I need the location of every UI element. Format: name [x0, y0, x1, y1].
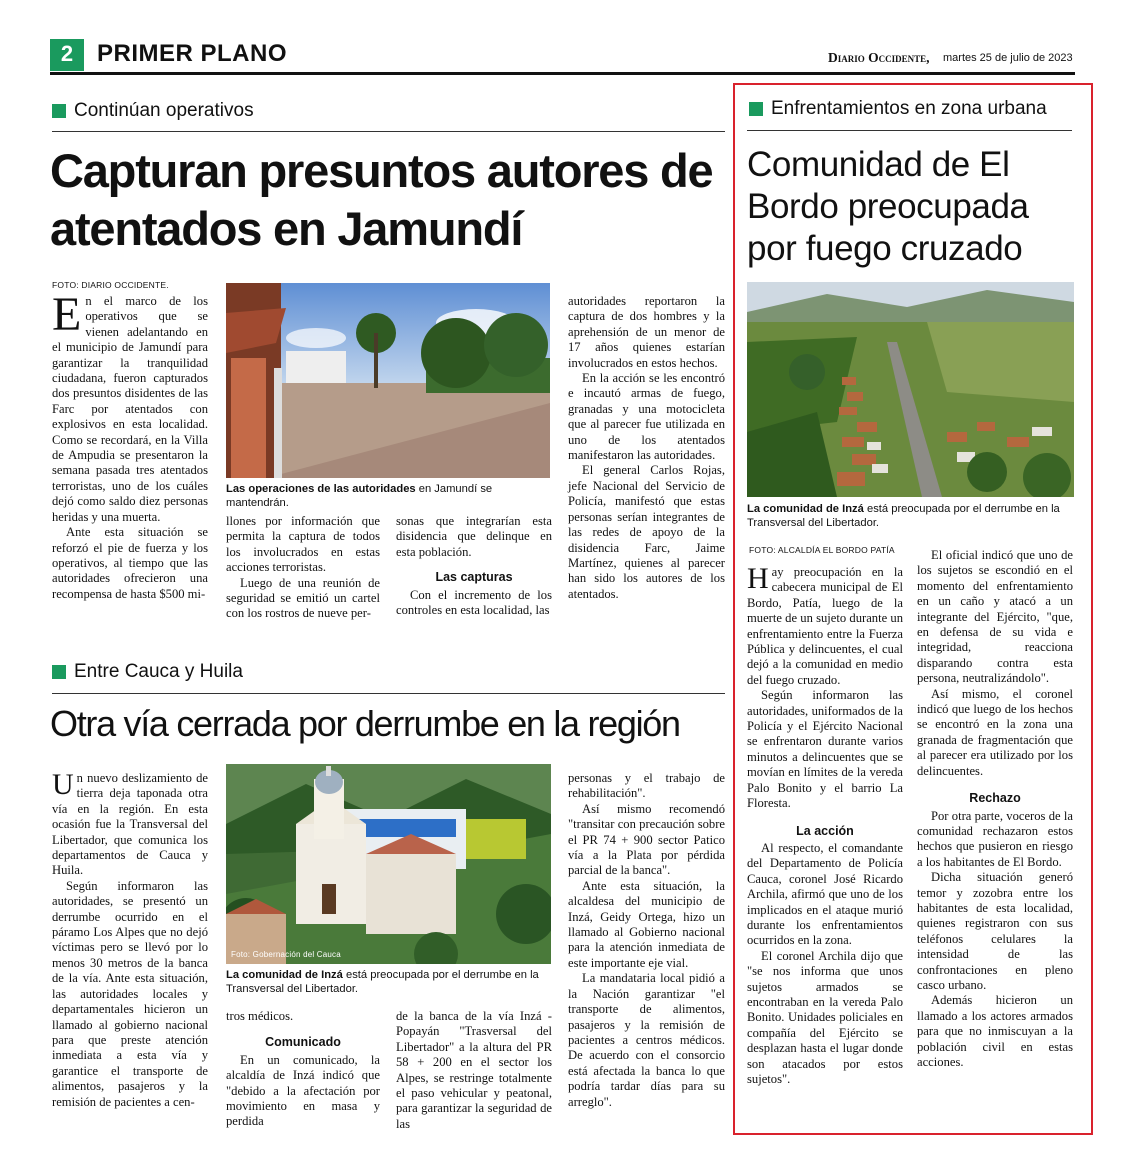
- caption-text: está preocupada por el derrumbe en la Transversal del Libertador.: [747, 503, 1060, 529]
- paragraph: Según informaron las autoridades, uniformados de la Policía y el Ejército Nacional se enfrentaron durante varios minutos a delincuentes que se movían en límites de la vereda Palo Bonito y el barrio La Floresta.: [747, 688, 903, 811]
- paragraph: autoridades reportaron la captura de dos hombres y la aprehensión de un menor de 17 años quienes estarían involucrados en estos hechos.: [568, 294, 725, 370]
- paragraph: tros médicos.: [226, 1009, 294, 1023]
- caption-text: está preocupada por el derrumbe en la Transversal del Libertador.: [226, 969, 539, 995]
- photo-caption: [226, 968, 556, 996]
- paragraph: Al respecto, el comandante del Departamento de Policía Cauca, coronel José Ricardo Archila, afirmó que uno de los implicados en el ataque murió durante los enfrentamientos ocurridos en la zona.: [747, 840, 903, 948]
- subheading: Comunicado: [265, 1035, 341, 1050]
- photo-credit: Foto: Gobernación del Cauca: [231, 950, 341, 959]
- paragraph: de la banca de la vía Inzá - Popayán "Trasversal del Libertador" a la altura del PR 58 + 200 en el sector los Alpes, se restringe totalmente el paso vehicular y peatonal, para garantizar la seguridad de las: [396, 1009, 552, 1131]
- paragraph: Por otra parte, voceros de la comunidad rechazaron estos hechos que pusieron en riesgo a los habitantes de El Bordo.: [917, 808, 1073, 869]
- paragraph: El general Carlos Rojas, jefe Nacional del Servicio de Policía, manifestó que estas personas serían integrantes de las redes de apoyo de la disidencia Farc, Jaime Martínez, quienes al parecer han sido los autores de los atentados.: [568, 463, 725, 601]
- kicker-label: Entre Cauca y Huila: [74, 661, 243, 682]
- inza-church-photo: [226, 764, 551, 964]
- kicker-square-icon: [52, 665, 66, 679]
- photo-credit: FOTO: DIARIO OCCIDENTE.: [52, 280, 169, 290]
- kicker-rule: [52, 693, 725, 694]
- kicker-rule: [747, 130, 1072, 131]
- story1-col1: [52, 288, 208, 602]
- paragraph: Luego de una reunión de seguridad se emitió un cartel con los rostros de nueve per-: [226, 575, 380, 621]
- paragraph: Con el incremento de los controles en esta localidad, las: [396, 587, 552, 618]
- caption-bold: La comunidad de Inzá: [747, 503, 864, 515]
- drop-cap: E: [52, 288, 82, 341]
- drop-cap: U: [52, 768, 74, 801]
- story3-headline: Comunidad de El Bordo preocupada por fuego cruzado: [747, 145, 1029, 268]
- story2-col2: [226, 1009, 380, 1130]
- el-bordo-aerial-photo: [747, 282, 1074, 497]
- kicker-label: Enfrentamientos en zona urbana: [771, 98, 1047, 119]
- subheading: Rechazo: [969, 791, 1021, 806]
- paragraph: n el marco de los operativos que se vienen adelantando en el municipio de Jamundí para garantizar la tranquilidad ciudadana, fueron capturados dos presuntos disidentes de las Farc por atentados con explosivos en esta localidad. Como se recordará, en la Villa de Ampudia se presentaron la semana pasada tres atentados terroristas, uno de los cuáles dejó como saldo diez personas heridas y una muerta.: [52, 294, 208, 524]
- story2-headline: Otra vía cerrada por derrumbe en la región: [50, 703, 680, 744]
- masthead: Diario Occidente,: [828, 50, 930, 65]
- paragraph: personas y el trabajo de rehabilitación".: [568, 771, 725, 801]
- paragraph: Ante esta situación se reforzó el pie de fuerza y los operativos, al tiempo que las autoridades ofrecieron una recompensa de hasta $500 mi-: [52, 525, 208, 601]
- paragraph: El oficial indicó que uno de los sujetos se escondió en el momento del enfrentamiento en un caño y atacó a un integrante del Ejército, "que, en defensa de su vida e integridad, reacciona disparando contra esta persona, neutralizándolo".: [917, 548, 1073, 686]
- story2-kicker: [52, 661, 243, 683]
- story1-col4: [568, 294, 725, 602]
- paragraph: n nuevo deslizamiento de tierra deja taponada otra vía en la región. En esta ocasión fue la Transversal del Libertador, que comunica los departamentos de Cauca y Huila.: [52, 771, 208, 878]
- story2-col3: [396, 1009, 552, 1132]
- kicker-rule: [52, 131, 725, 132]
- story1-kicker: [52, 100, 254, 122]
- drop-cap: H: [747, 562, 769, 595]
- story3-col2: [917, 548, 1073, 1070]
- paragraph: Dicha situación generó temor y zozobra entre los habitantes de esta localidad, quienes registraron con sus teléfonos celulares la intensidad de las confrontaciones en pleno casco urbano.: [917, 870, 1073, 992]
- paragraph: sonas que integrarían esta disidencia que delinque en esta población.: [396, 514, 552, 559]
- kicker-square-icon: [749, 102, 763, 116]
- photo-credit: FOTO: ALCALDÍA EL BORDO PATÍA: [749, 545, 895, 555]
- section-title: PRIMER PLANO: [97, 40, 288, 67]
- issue-date: martes 25 de julio de 2023: [943, 52, 1073, 64]
- caption-text: en Jamundí se mantendrán.: [226, 483, 493, 509]
- subheading: Las capturas: [435, 570, 513, 585]
- paragraph: La mandataria local pidió a la Nación garantizar "el transporte de alimentos, pasajeros y la remisión de pacientes a centros médicos. De acuerdo con el consorcio está afectada la banca lo que podría tardar días para su arreglo".: [568, 971, 725, 1109]
- caption-bold: La comunidad de Inzá: [226, 969, 343, 981]
- paragraph: En la acción se les encontró e incautó armas de fuego, granadas y una motocicleta que al parecer fue utilizada en uno de los atentados manifestaron las autoridades.: [568, 371, 725, 463]
- paragraph: El coronel Archila dijo que "se nos informa que unos sujetos armados se encontraban en la vereda Palo Bonito. Unidades policiales en compañía del Ejército se desplazan hasta el lugar donde son atacados por estos sujetos".: [747, 948, 903, 1086]
- story2-col4: [568, 771, 725, 1110]
- story2-col1: [52, 768, 208, 1110]
- kicker-square-icon: [52, 104, 66, 118]
- page-number: 2: [60, 41, 74, 66]
- subheading: La acción: [796, 823, 854, 838]
- story1-headline: Capturan presuntos autores de atentados en Jamundí: [50, 144, 713, 255]
- photo-caption: [747, 502, 1077, 530]
- story1-col3: [396, 514, 552, 618]
- kicker-label: Continúan operativos: [74, 100, 254, 121]
- photo-caption: [226, 482, 551, 510]
- paragraph: Así mismo, el coronel indicó que luego de los hechos se encontró en la zona una granada de fragmentación que al parecer era utilizado por los delincuentes.: [917, 686, 1073, 778]
- paragraph: llones por información que permita la captura de todos los involucrados en estas acciones terroristas.: [226, 514, 380, 575]
- story3-kicker: [749, 98, 1047, 120]
- story3-col1: [747, 562, 903, 1087]
- paragraph: ay preocupación en la cabecera municipal de El Bordo, Patía, luego de la muerte de un sujeto durante un enfrentamiento entre la Fuerza Pública y delincuentes, el cual dejó a la comunidad en medio del fuego cruzado.: [747, 565, 903, 687]
- paragraph: En un comunicado, la alcaldía de Inzá indicó que "debido a la afectación por movimiento en masa y perdida: [226, 1052, 380, 1129]
- paragraph: Además hicieron un llamado a los actores armados para que no inmiscuyan a la población civil en estas acciones.: [917, 993, 1073, 1069]
- header-rule: [50, 72, 1075, 75]
- caption-bold: Las operaciones de las autoridades: [226, 483, 416, 495]
- paragraph: Ante esta situación, la alcaldesa del municipio de Inzá, Geidy Ortega, hizo un llamado al Gobierno nacional para la atención inmediata de este importante eje vial.: [568, 878, 725, 970]
- story1-col2: [226, 514, 380, 622]
- paragraph: Según informaron las autoridades, se presentó un derrumbe ocurrido en el páramo Los Alpes que no dejó víctimas pero se llevó por lo menos 30 metros de la banca de la vía. Ante esta situación, las autoridades locales y departamentales hicieron un llamado al gobierno nacional para que preste atención inmediata a esta vía y garantice el transporte de alimentos, pasajeros y la remisión de pacientes a cen-: [52, 878, 208, 1109]
- paragraph: Así mismo recomendó "transitar con precaución sobre el PR 74 + 900 sector Patico vía a la Plata por pérdida parcial de la banca".: [568, 801, 725, 878]
- jamundi-plaza-photo: [226, 283, 550, 478]
